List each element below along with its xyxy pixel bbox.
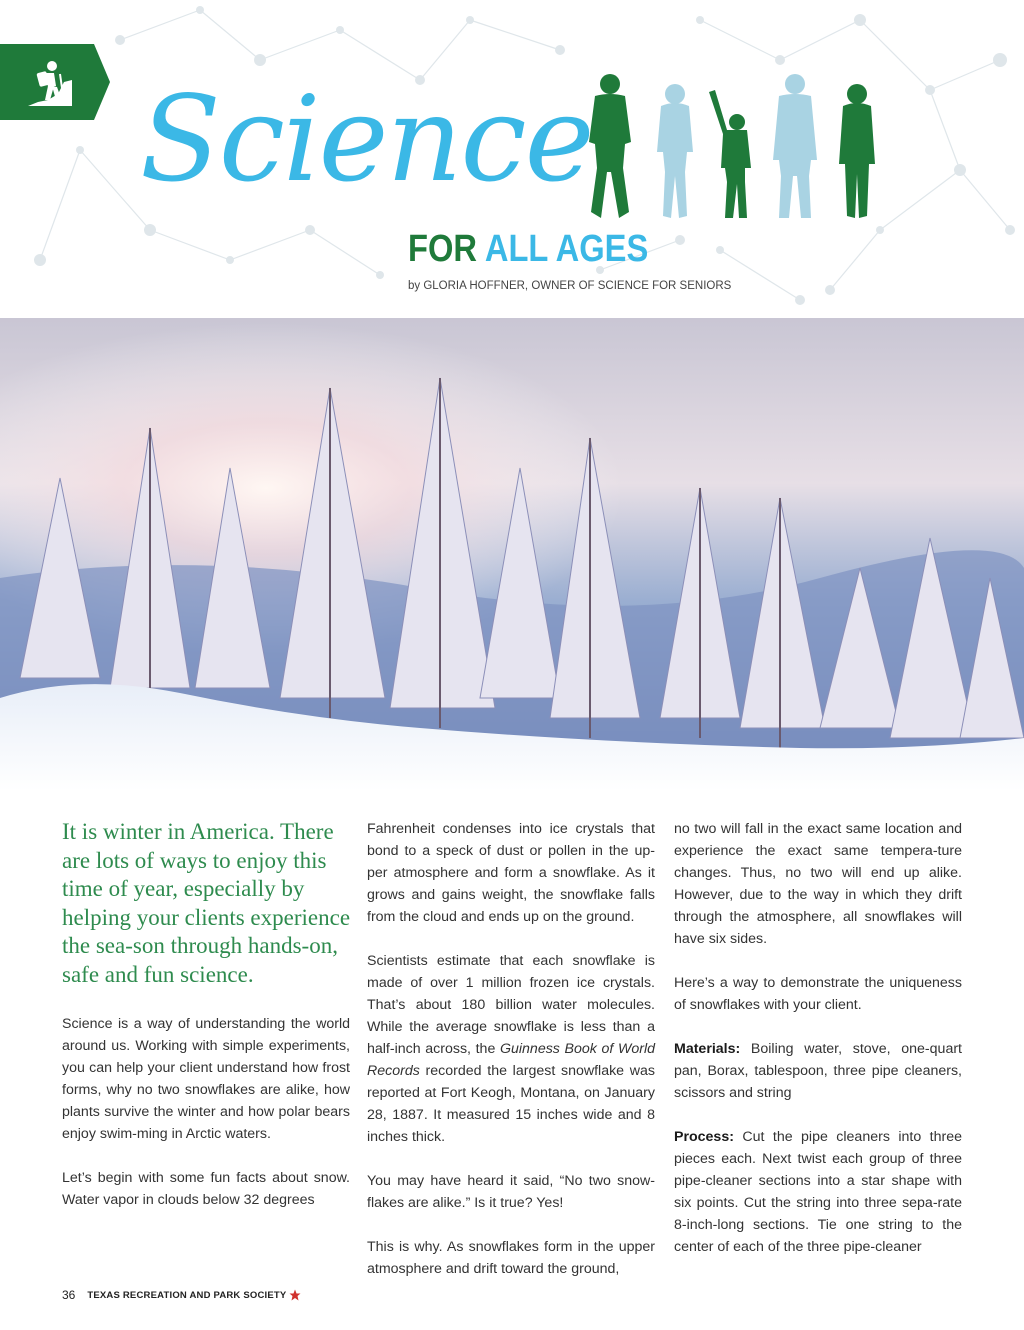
hiker-icon bbox=[28, 60, 72, 106]
process-paragraph bbox=[674, 1126, 962, 1258]
title-subtitle bbox=[408, 230, 648, 268]
snowy-forest-photo bbox=[0, 318, 1024, 791]
body-paragraph bbox=[367, 950, 655, 1148]
article-column-3 bbox=[674, 818, 962, 1280]
materials-label: Materials: bbox=[674, 1041, 741, 1057]
body-text: Scientists estimate that each snowflake is made of over 1 million frozen ice crystals. That’s about 180 billion water molecules. While the average snowflake is less than a half-inch across, the bbox=[367, 953, 655, 1057]
star-icon bbox=[289, 1289, 301, 1301]
article-column-2 bbox=[367, 818, 655, 1302]
body-paragraph: no two will fall in the exact same location and experience the exact same tempera-ture changes. Thus, no two will end up alike. However, due to the way in which they drift through the atmosphere, all snowflakes will have six sides. bbox=[674, 821, 962, 947]
materials-paragraph bbox=[674, 1038, 962, 1104]
body-paragraph: This is why. As snowflakes form in the upper atmosphere and drift toward the ground, bbox=[367, 1239, 655, 1277]
process-label: Process: bbox=[674, 1129, 734, 1145]
byline: by GLORIA HOFFNER, OWNER OF SCIENCE FOR SENIORS bbox=[408, 280, 732, 292]
lead-paragraph: It is winter in America. There are lots of ways to enjoy this time of year, especially by helping your clients experience the sea-son through hands-on, safe and fun science. bbox=[62, 819, 351, 987]
article-column-1 bbox=[62, 818, 350, 1233]
body-text: recorded the largest snowflake was reported at Fort Keogh, Montana, on January 28, 1887. It measured 15 inches wide and 8 inches thick. bbox=[367, 1063, 655, 1145]
title-all-ages: ALL AGES bbox=[484, 228, 649, 270]
title-science: Science bbox=[140, 70, 593, 208]
process-text: Cut the pipe cleaners into three pieces each. Next twist each group of three pipe-cleaner sections into a star shape with six points. Cut the string into three sepa-rate 8-inch-long sections. Tie one string to the center of each of the three pipe-cleaner bbox=[674, 1129, 962, 1255]
people-silhouettes-icon bbox=[575, 72, 885, 222]
body-paragraph: You may have heard it said, “No two snow-flakes are alike.” Is it true? Yes! bbox=[367, 1173, 655, 1211]
book-title: Guinness Book of World Records bbox=[367, 1041, 656, 1079]
materials-text: Boiling water, stove, one-quart pan, Borax, tablespoon, three pipe cleaners, scissors and string bbox=[674, 1041, 962, 1101]
title-for: FOR bbox=[408, 228, 477, 270]
article-header bbox=[0, 0, 1024, 318]
page-footer bbox=[62, 1288, 301, 1302]
body-paragraph: Science is a way of understanding the world around us. Working with simple experiments, you can help your client understand how frost forms, why no two snowflakes are alike, how plants survive the winter and how polar bears enjoy swim-ming in Arctic waters. bbox=[62, 1016, 350, 1142]
body-paragraph: Let’s begin with some fun facts about snow. Water vapor in clouds below 32 degrees bbox=[62, 1170, 350, 1208]
body-paragraph: Fahrenheit condenses into ice crystals that bond to a speck of dust or pollen in the up-per atmosphere and form a snowflake. As it grows and gains weight, the snowflake falls from the cloud and ends up on the ground. bbox=[367, 821, 655, 925]
page-number: 36 bbox=[62, 1288, 76, 1302]
publication-name: TEXAS RECREATION AND PARK SOCIETY bbox=[87, 1289, 287, 1301]
body-paragraph: Here’s a way to demonstrate the uniqueness of snowflakes with your client. bbox=[674, 975, 962, 1013]
